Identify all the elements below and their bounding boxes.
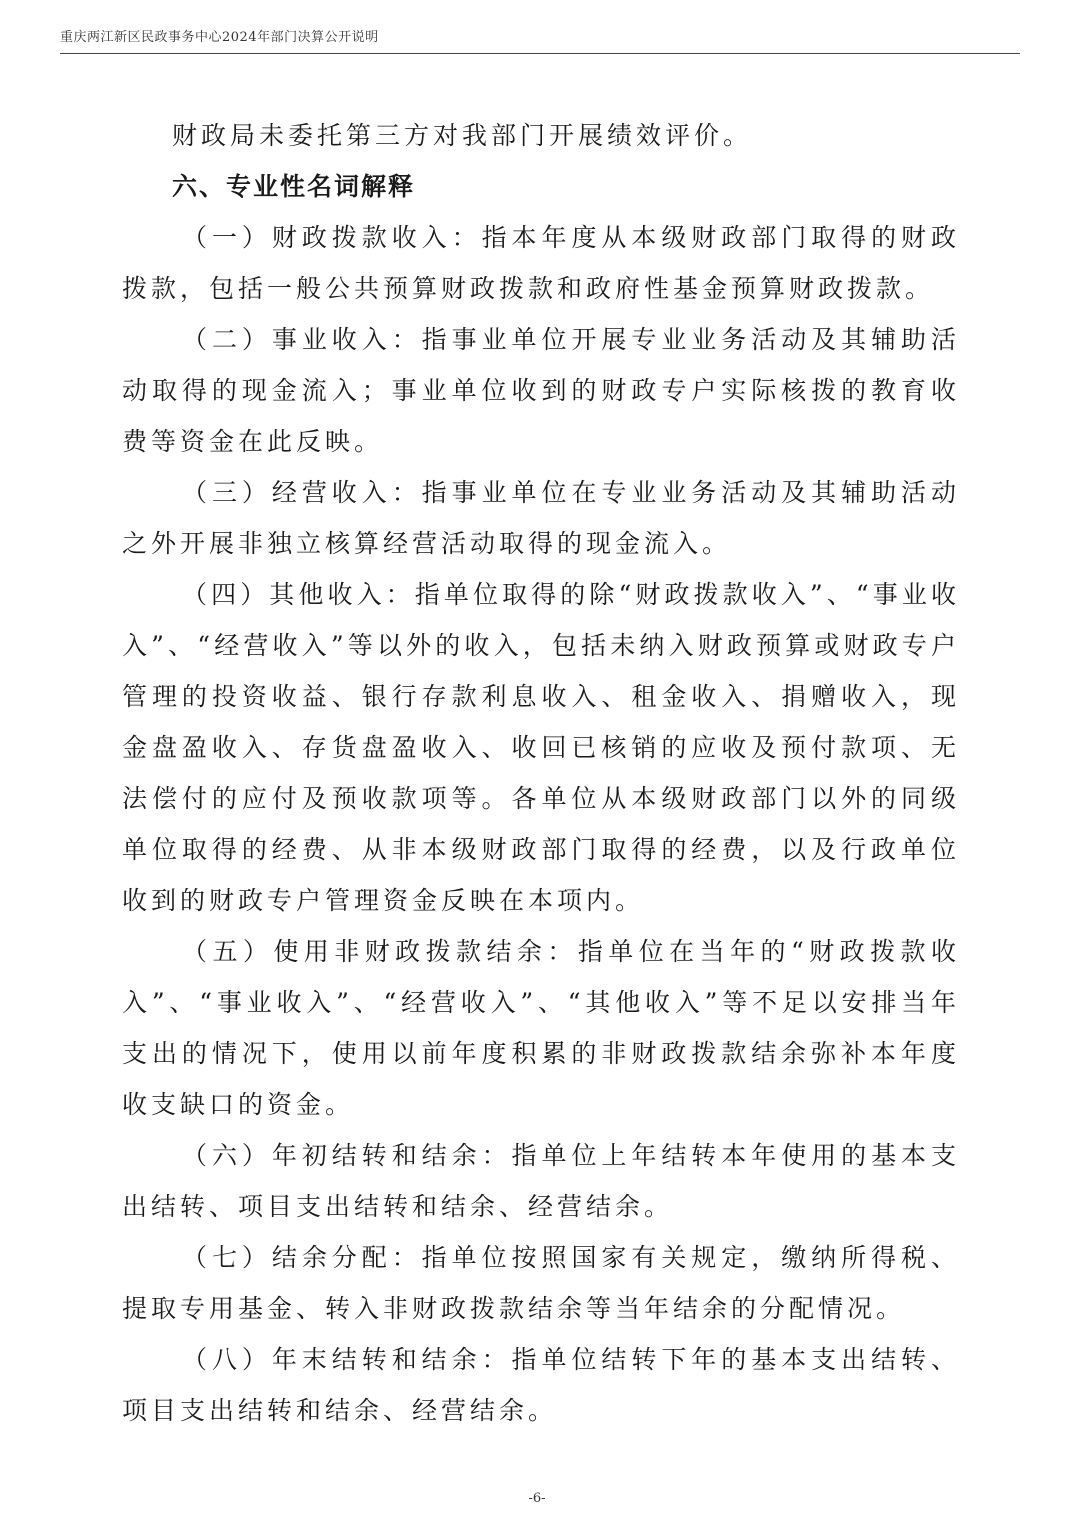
term-opening-carryover: （六）年初结转和结余：指单位上年结转本年使用的基本支出结转、项目支出结转和结余、经营结余。 [122, 1141, 960, 1221]
term-closing-carryover: （八）年末结转和结余：指单位结转下年的基本支出结转、项目支出结转和结余、经营结余。 [122, 1345, 960, 1425]
term-operating-income: （三）经营收入：指事业单位在专业业务活动及其辅助活动之外开展非独立核算经营活动取得的现金流入。 [122, 478, 960, 558]
document-body [122, 110, 960, 1436]
section-heading-terminology: 六、专业性名词解释 [172, 172, 416, 201]
term-fiscal-appropriation-income: （一）财政拨款收入：指本年度从本级财政部门取得的财政拨款，包括一般公共预算财政拨款和政府性基金预算财政拨款。 [122, 223, 960, 303]
term-non-fiscal-surplus-use: （五）使用非财政拨款结余：指单位在当年的“财政拨款收入”、“事业收入”、“经营收入”、“其他收入”等不足以安排当年支出的情况下，使用以前年度积累的非财政拨款结余弥补本年度收支缺口的资金。 [122, 937, 960, 1119]
term-surplus-distribution: （七）结余分配：指单位按照国家有关规定，缴纳所得税、提取专用基金、转入非财政拨款结余等当年结余的分配情况。 [122, 1243, 960, 1323]
term-business-income: （二）事业收入：指事业单位开展专业业务活动及其辅助活动取得的现金流入；事业单位收到的财政专户实际核拨的教育收费等资金在此反映。 [122, 325, 960, 456]
paragraph-evaluation-note: 财政局未委托第三方对我部门开展绩效评价。 [172, 121, 753, 150]
term-other-income: （四）其他收入：指单位取得的除“财政拨款收入”、“事业收入”、“经营收入”等以外的收入，包括未纳入财政预算或财政专户管理的投资收益、银行存款利息收入、租金收入、捐赠收入，现金盘盈收入、存货盘盈收入、收回已核销的应收及预付款项、无法偿付的应付及预收款项等。各单位从本级财政部门以外的同级单位取得的经费、从非本级财政部门取得的经费，以及行政单位收到的财政专户管理资金反映在本项内。 [122, 580, 960, 915]
page-header: 重庆两江新区民政事务中心2024年部门决算公开说明 [60, 30, 379, 45]
page-number: -6- [528, 1491, 546, 1506]
header-divider [60, 53, 1020, 54]
